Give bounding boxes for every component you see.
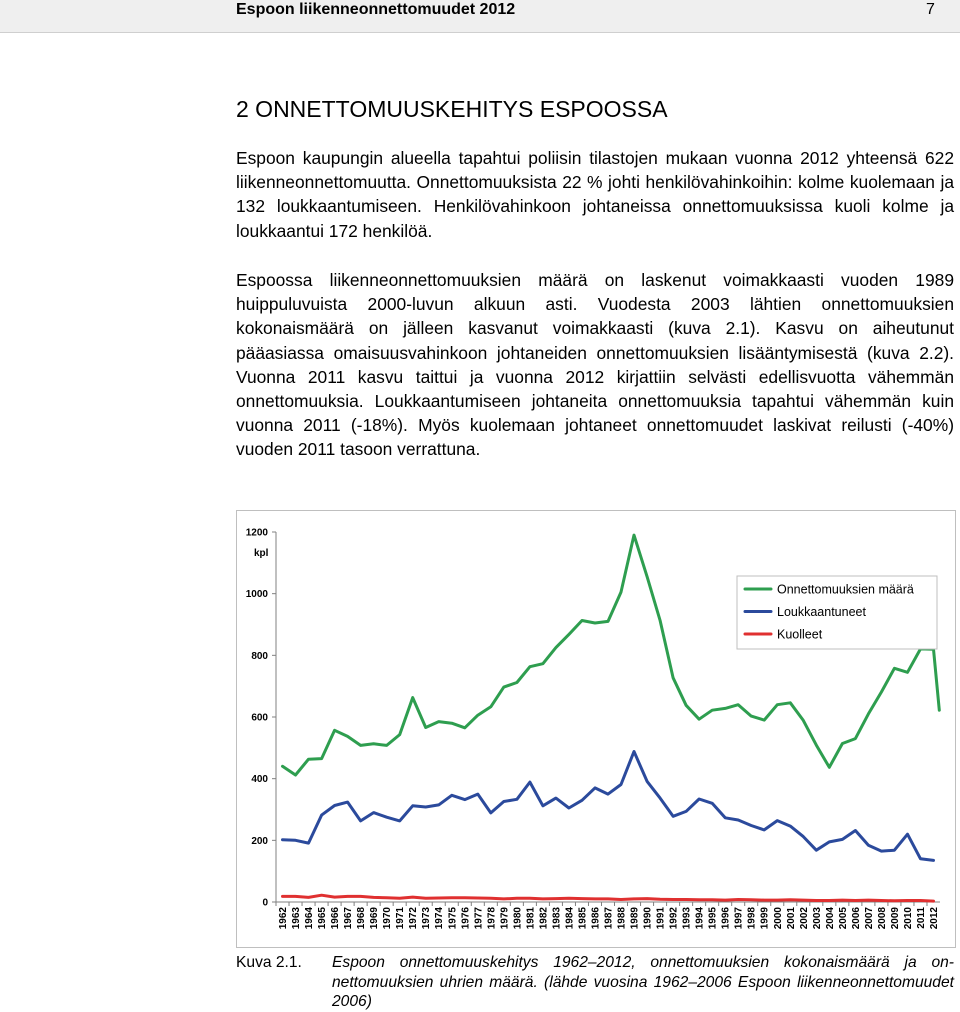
x-tick-label: 1969 — [369, 907, 381, 930]
x-tick-label: 1987 — [603, 907, 615, 930]
section-heading: 2 ONNETTOMUUSKEHITYS ESPOOSSA — [236, 96, 668, 122]
y-tick-label: 1200 — [245, 527, 268, 539]
x-tick-label: 1963 — [291, 907, 303, 930]
y-tick-label: 400 — [251, 774, 268, 786]
x-tick-label: 2006 — [850, 907, 862, 930]
y-tick-label: 600 — [251, 712, 268, 724]
x-tick-label: 2007 — [863, 907, 875, 930]
x-tick-label: 1981 — [525, 907, 537, 930]
x-tick-label: 2008 — [876, 907, 888, 930]
x-tick-label: 1986 — [590, 907, 602, 930]
page-header — [0, 0, 960, 33]
x-tick-label: 2004 — [824, 907, 836, 930]
x-tick-label: 1996 — [720, 907, 732, 930]
body-paragraph-2: Espoossa liikenneonnettomuuksien määrä on laskenut voimakkaasti vuoden 1989 huippuluvuista 2000-luvun alkuun asti. Vuodesta 2003 lähtien onnettomuuksien kokonaismäärä on jälleen kasvanut voimakkaasti (kuva 2.1). Kasvu on aiheutunut pääasiassa omaisuusvahinkoon johtaneiden onnettomuuksien lisääntymisestä (kuva 2.2). Vuonna 2011 kasvu taittui ja vuonna 2012 kirjattiin selvästi edellisvuotta vähemmän onnettomuuksia. Loukkaantumiseen johtaneita onnettomuuksia tapahtui vähemmän kuin vuonna 2011 (-18%). Myös kuolemaan johtaneet onnettomuudet laskivat reilusti (-40%) vuoden 2011 tasoon verrattuna. — [236, 270, 954, 460]
x-tick-label: 1982 — [538, 907, 550, 930]
x-tick-label: 1973 — [421, 907, 433, 930]
caption-label: Kuva 2.1. — [236, 954, 302, 971]
x-tick-label: 1984 — [564, 907, 576, 930]
x-tick-label: 1995 — [707, 907, 719, 930]
x-tick-label: 1965 — [317, 907, 329, 930]
x-tick-label: 1966 — [330, 907, 342, 930]
x-tick-label: 1985 — [577, 907, 589, 930]
x-tick-label: 1980 — [512, 907, 524, 930]
chart-legend — [737, 576, 937, 649]
x-tick-label: 1968 — [356, 907, 368, 930]
x-tick-label: 1990 — [642, 907, 654, 930]
page-number: 7 — [926, 1, 935, 18]
x-tick-label: 2012 — [928, 907, 940, 930]
x-tick-label: 1962 — [278, 907, 290, 930]
x-tick-label: 2001 — [785, 907, 797, 930]
y-tick-label: 200 — [251, 835, 268, 847]
x-tick-label: 1974 — [434, 907, 446, 930]
x-tick-label: 1964 — [304, 907, 316, 930]
x-tick-label: 2009 — [889, 907, 901, 930]
legend-label: Loukkaantuneet — [777, 605, 866, 619]
x-tick-label: 1993 — [681, 907, 693, 930]
x-tick-label: 2000 — [772, 907, 784, 930]
x-tick-label: 2005 — [837, 907, 849, 930]
x-tick-label: 2011 — [915, 907, 927, 929]
x-tick-label: 1997 — [733, 907, 745, 930]
x-tick-label: 2010 — [902, 907, 914, 930]
legend-label: Onnettomuuksien määrä — [777, 582, 914, 597]
legend-label: Kuolleet — [777, 627, 823, 642]
x-tick-label: 1967 — [343, 907, 355, 930]
running-title: Espoon liikenneonnettomuudet 2012 — [236, 1, 516, 18]
chart-svg — [236, 510, 956, 948]
x-tick-label: 1983 — [551, 907, 563, 930]
x-tick-label: 1977 — [473, 907, 485, 930]
body-paragraph-1: Espoon kaupungin alueella tapahtui poliisin tilastojen mukaan vuonna 2012 yhteensä 622 liikenneonnettomuutta. Onnettomuuksista 22 % johti henkilövahinkoihin: kolme kuolemaan ja 132 loukkaantumiseen. Henkilövahinkoon johtaneissa onnettomuuksissa kuoli kolme ja loukkaantui 172 henkilöä. — [236, 148, 954, 241]
caption-text: Espoon onnettomuuskehitys 1962–2012, onnettomuuksien kokonaismäärä ja onnettomuuksien uhrien määrä. (lähde vuosina 1962–2006 Espoon liikenneonnettomuudet 2006) — [332, 954, 954, 1010]
x-tick-label: 1994 — [694, 907, 706, 930]
x-tick-label: 1979 — [499, 907, 511, 930]
y-tick-label: 1000 — [245, 589, 268, 601]
x-tick-label: 1988 — [616, 907, 628, 930]
x-tick-label: 1998 — [746, 907, 758, 930]
x-tick-label: 1991 — [655, 907, 667, 930]
x-tick-label: 1978 — [486, 907, 498, 930]
x-tick-label: 1970 — [382, 907, 394, 930]
x-tick-label: 2002 — [798, 907, 810, 930]
y-tick-label: 0 — [262, 897, 268, 909]
x-tick-label: 2003 — [811, 907, 823, 930]
x-tick-label: 1975 — [447, 907, 459, 930]
x-tick-label: 1992 — [668, 907, 680, 930]
accident-trend-chart — [236, 510, 956, 948]
y-axis-unit-label: kpl — [254, 548, 269, 559]
x-tick-label: 1999 — [759, 907, 771, 930]
y-tick-label: 800 — [251, 650, 268, 662]
x-tick-label: 1971 — [395, 907, 407, 930]
x-tick-label: 1989 — [629, 907, 641, 930]
x-tick-label: 1976 — [460, 907, 472, 930]
x-tick-label: 1972 — [408, 907, 420, 930]
